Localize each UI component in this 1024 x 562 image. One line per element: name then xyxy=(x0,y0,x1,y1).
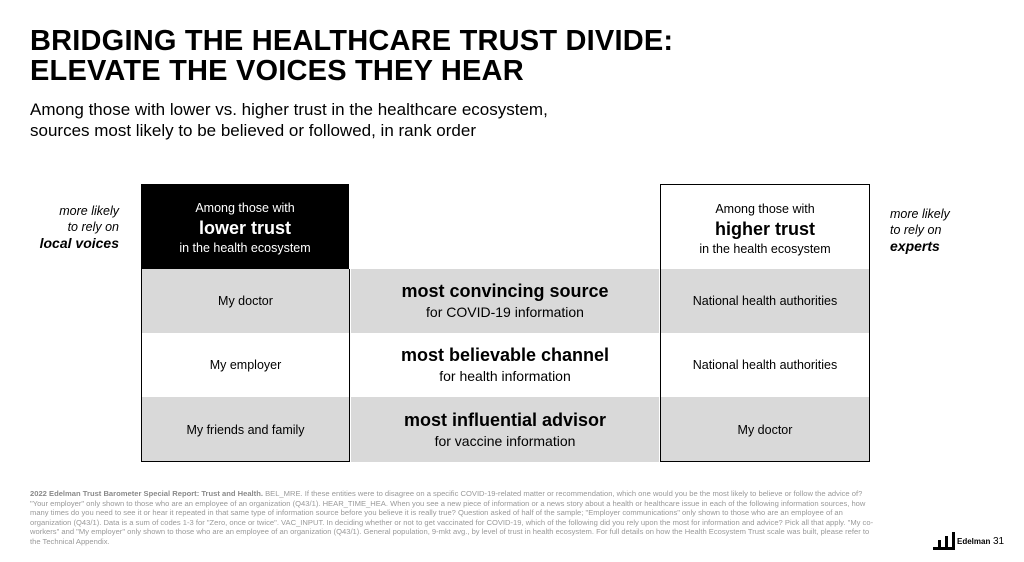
slide-title-line-1: BRIDGING THE HEALTHCARE TRUST DIVIDE: xyxy=(30,25,674,57)
lower-trust-header-top: Among those with xyxy=(195,201,295,215)
higher-trust-column-border xyxy=(660,269,870,462)
higher-trust-row-1: National health authorities xyxy=(692,294,838,308)
subtitle-line-2: sources most likely to be believed or followed, in rank order xyxy=(30,121,476,140)
middle-row-1-sub: for COVID-19 information xyxy=(426,304,584,320)
left-note-emphasis: local voices xyxy=(39,235,119,251)
right-side-note xyxy=(890,206,1010,254)
middle-row-1-main: most convincing source xyxy=(401,281,609,301)
lower-trust-header xyxy=(141,184,349,269)
edelman-logo-icon xyxy=(933,532,955,550)
middle-row-3-sub: for vaccine information xyxy=(434,432,576,449)
lower-trust-row-1: My doctor xyxy=(218,294,273,308)
middle-row-2 xyxy=(350,333,660,397)
lower-trust-header-big: lower trust xyxy=(198,218,291,238)
higher-trust-row-3: My doctor xyxy=(737,422,793,437)
middle-row-1 xyxy=(350,269,660,333)
slide-title xyxy=(30,26,673,86)
footnote-body: BEL_MRE. If these entities were to disagree on a specific COVID-19-related matter or recommendation, which one would you be the most likely to believe or follow the advice of? "Your employer" only shown to those who are an employee of an organization (Q43/1). HEAR_TIME_HEA. When you see a new piece of information or a news story about a health or healthcare issue in each of the following information sources, how many times do you need to see it or hear it repeated in that same type of information source before you believe it is really true? Question asked of half of the sample; "Employer communications" only shown to those who are an employee of an organization (Q43/1). Data is a sum of codes 1-3 for "Zero, once or twice". VAC_INPUT. In deciding whether or not to get vaccinated for COVID-19, which of the following did you rely upon the most for information and advice? Pick all that apply. "My co-workers" and "My employer" only shown to those who are an employee of an organization (Q43/1). General population, 9-mkt avg., by level of trust in health ecosystem. For full details on how the Health Ecosystem Trust scale was built, please refer to the Technical Appendix. xyxy=(30,489,874,546)
lower-trust-header-bottom: in the health ecosystem xyxy=(179,241,311,255)
page-number: 31 xyxy=(993,536,1005,547)
right-note-line-1: more likely xyxy=(890,207,950,221)
lower-trust-row-2: My employer xyxy=(209,358,282,372)
left-side-note xyxy=(10,203,119,251)
middle-row-3 xyxy=(350,397,660,462)
higher-trust-header-top: Among those with xyxy=(715,202,815,216)
right-note-line-2: to rely on xyxy=(890,223,942,237)
middle-row-2-main: most believable channel xyxy=(400,345,610,365)
edelman-logo xyxy=(933,532,990,550)
footnote xyxy=(30,489,880,547)
higher-trust-header-bottom: in the health ecosystem xyxy=(699,242,831,256)
higher-trust-header-big: higher trust xyxy=(714,219,815,239)
lower-trust-row-3: My friends and family xyxy=(186,422,305,437)
middle-row-2-sub: for health information xyxy=(439,368,571,384)
middle-row-3-main: most influential advisor xyxy=(403,409,607,430)
right-note-emphasis: experts xyxy=(890,238,940,254)
higher-trust-row-2: National health authorities xyxy=(692,358,838,372)
footnote-lead: 2022 Edelman Trust Barometer Special Report: Trust and Health. xyxy=(30,489,263,498)
lower-trust-column-border xyxy=(141,269,350,462)
edelman-logo-text: Edelman xyxy=(957,536,991,546)
higher-trust-header xyxy=(660,184,870,269)
left-note-line-2: to rely on xyxy=(67,220,119,234)
slide-subtitle xyxy=(30,99,548,141)
subtitle-line-1: Among those with lower vs. higher trust in the healthcare ecosystem, xyxy=(30,100,548,119)
slide-title-line-2: ELEVATE THE VOICES THEY HEAR xyxy=(30,55,524,87)
left-note-line-1: more likely xyxy=(59,204,119,218)
